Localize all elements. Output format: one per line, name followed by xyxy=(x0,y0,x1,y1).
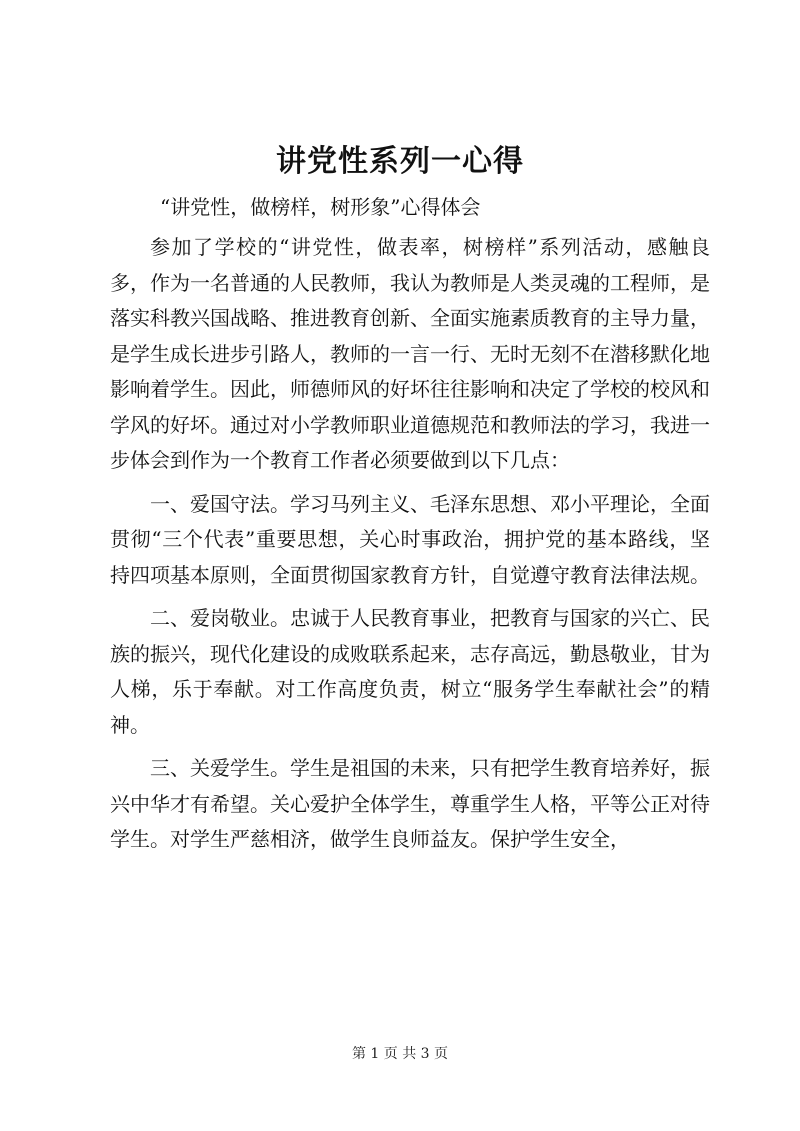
paragraph-point-3: 三、关爱学生。学生是祖国的未来，只有把学生教育培养好，振兴中华才有希望。关心爱护全体学生，尊重学生人格，平等公正对待学生。对学生严慈相济，做学生良师益友。保护学生安全， xyxy=(110,756,710,851)
document-title: 讲党性系列一心得 xyxy=(276,144,524,179)
document-body xyxy=(110,230,710,858)
paragraph-intro: 参加了学校的“讲党性，做表率，树榜样”系列活动，感触良多，作为一名普通的人民教师，我认为教师是人类灵魂的工程师，是落实科教兴国战略、推进教育创新、全面实施素质教育的主导力量，是学生成长进步引路人，教师的一言一行、无时无刻不在潜移默化地影响着学生。因此，师德师风的好坏往往影响和决定了学校的校风和学风的好坏。通过对小学教师职业道德规范和教师法的学习，我进一步体会到作为一个教育工作者必须要做到以下几点： xyxy=(110,235,710,472)
document-subtitle: “讲党性，做榜样，树形象”心得体会 xyxy=(160,195,481,219)
page-number-footer: 第 1 页 共 3 页 xyxy=(351,1046,449,1062)
paragraph-point-2: 二、爱岗敬业。忠诚于人民教育事业，把教育与国家的兴亡、民族的振兴，现代化建设的成败联系起来，志存高远，勤恳敬业，甘为人梯，乐于奉献。对工作高度负责，树立“服务学生奉献社会”的精神。 xyxy=(110,606,710,737)
paragraph-point-1: 一、爱国守法。学习马列主义、毛泽东思想、邓小平理论，全面贯彻“三个代表”重要思想，关心时事政治，拥护党的基本路线，坚持四项基本原则，全面贯彻国家教育方针，自觉遵守教育法律法规。 xyxy=(110,491,710,587)
